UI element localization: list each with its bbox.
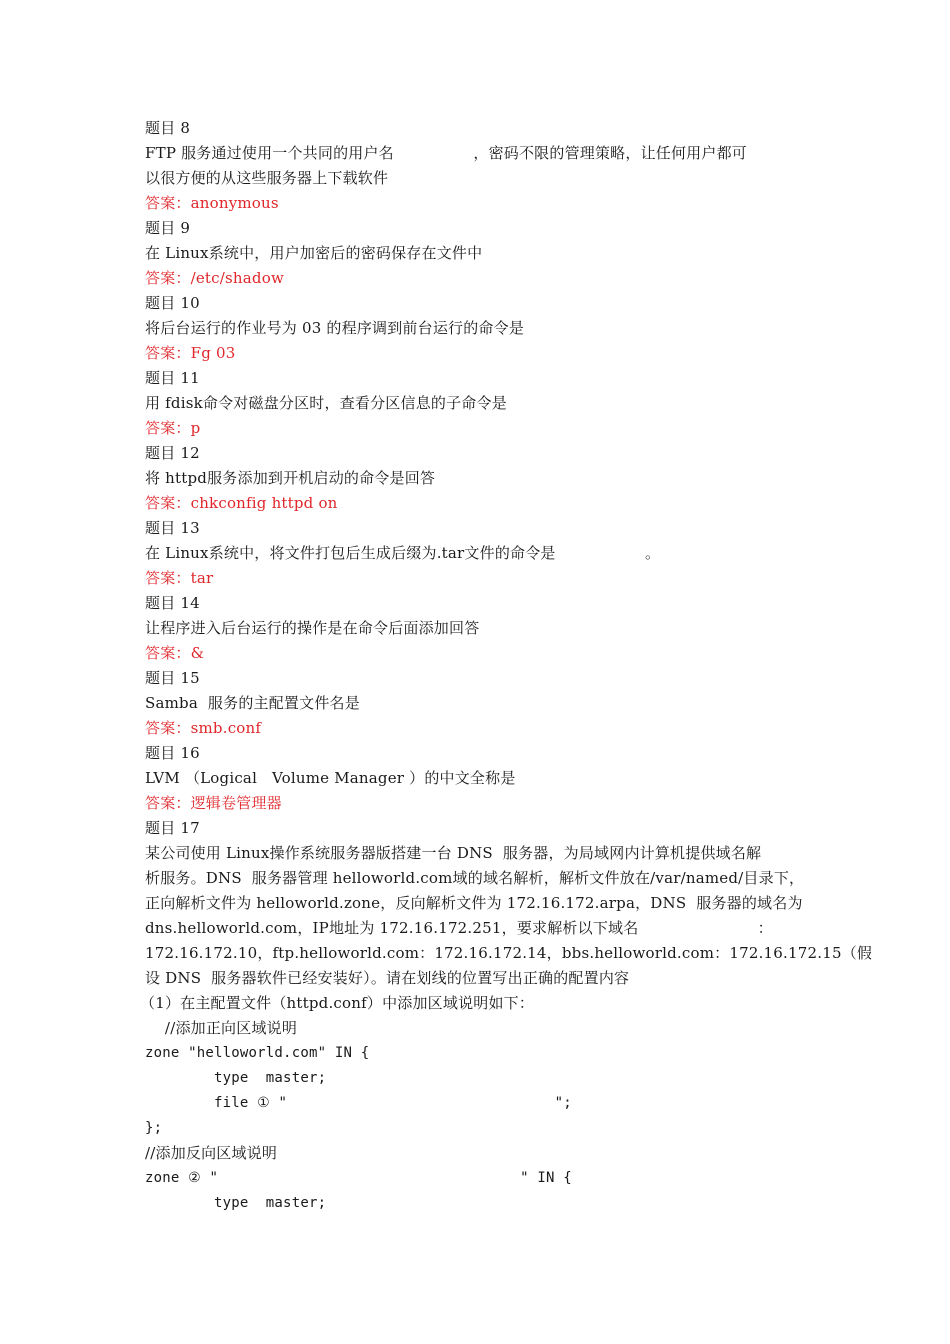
- question-12-text: 将 httpd服务添加到开机启动的命令是回答: [145, 469, 436, 487]
- question-17-text-line-4: dns.helloworld.com，IP地址为 172.16.172.251，要求解析以下域名 ：: [145, 919, 773, 937]
- code-line-4: };: [145, 1120, 163, 1136]
- question-17-text-line-3: 正向解析文件为 helloworld.zone，反向解析文件为 172.16.172.arpa，DNS 服务器的域名为: [145, 894, 803, 912]
- question-10-title: 题目 10: [145, 294, 200, 312]
- question-17-comment-forward: //添加正向区域说明: [155, 1019, 298, 1037]
- question-17-text-line-5: 172.16.172.10，ftp.helloworld.com：172.16.172.14，bbs.helloworld.com：172.16.172.15（假: [145, 944, 873, 962]
- question-17-text-line-6: 设 DNS 服务器软件已经安装好）。请在划线的位置写出正确的配置内容: [145, 969, 630, 987]
- question-13-text: 在 Linux系统中，将文件打包后生成后缀为.tar文件的命令是 。: [145, 544, 661, 562]
- question-16-answer: 答案：逻辑卷管理器: [145, 794, 282, 812]
- question-15-text: Samba 服务的主配置文件名是: [145, 694, 360, 712]
- question-11-text: 用 fdisk命令对磁盘分区时，查看分区信息的子命令是: [145, 394, 507, 412]
- question-17-title: 题目 17: [145, 819, 200, 837]
- question-14-text: 让程序进入后台运行的操作是在命令后面添加回答: [145, 619, 480, 637]
- question-17-text-line-1: 某公司使用 Linux操作系统服务器版搭建一台 DNS 服务器，为局域网内计算机提供域名解: [145, 844, 762, 862]
- question-8-text-line-1: FTP 服务通过使用一个共同的用户名 ，密码不限的管理策略，让任何用户都可: [145, 144, 747, 162]
- code-comment-reverse: //添加反向区域说明: [145, 1144, 278, 1162]
- question-10-text: 将后台运行的作业号为 03 的程序调到前台运行的命令是: [145, 319, 525, 337]
- question-14-title: 题目 14: [145, 594, 200, 612]
- question-13-answer: 答案：tar: [145, 569, 214, 587]
- question-12-title: 题目 12: [145, 444, 200, 462]
- code-line-6: zone ② " " IN {: [145, 1170, 572, 1186]
- question-9-answer: 答案：/etc/shadow: [145, 269, 284, 287]
- question-11-title: 题目 11: [145, 369, 200, 387]
- question-10-answer: 答案：Fg 03: [145, 344, 236, 362]
- question-15-answer: 答案：smb.conf: [145, 719, 262, 737]
- code-line-2: type master;: [145, 1070, 327, 1086]
- question-13-title: 题目 13: [145, 519, 200, 537]
- question-9-title: 题目 9: [145, 219, 191, 237]
- code-line-1: zone "helloworld.com" IN {: [145, 1045, 370, 1061]
- question-9-text: 在 Linux系统中，用户加密后的密码保存在文件中: [145, 244, 483, 262]
- question-17-text-line-2: 析服务。DNS 服务器管理 helloworld.com域的域名解析，解析文件放在/var/named/目录下，: [145, 869, 805, 887]
- question-8-title: 题目 8: [145, 119, 191, 137]
- code-line-3: file ① " ";: [145, 1095, 572, 1111]
- question-16-text: LVM （Logical Volume Manager ）的中文全称是: [145, 769, 516, 787]
- question-17-instruction: （1）在主配置文件（httpd.conf）中添加区域说明如下：: [140, 994, 535, 1012]
- code-line-7: type master;: [145, 1195, 327, 1211]
- question-8-answer: 答案：anonymous: [145, 194, 279, 212]
- question-16-title: 题目 16: [145, 744, 200, 762]
- question-15-title: 题目 15: [145, 669, 200, 687]
- question-8-text-line-2: 以很方便的从这些服务器上下载软件: [145, 169, 389, 187]
- question-12-answer: 答案：chkconfig httpd on: [145, 494, 338, 512]
- question-14-answer: 答案：&: [145, 644, 205, 662]
- question-11-answer: 答案：p: [145, 419, 201, 437]
